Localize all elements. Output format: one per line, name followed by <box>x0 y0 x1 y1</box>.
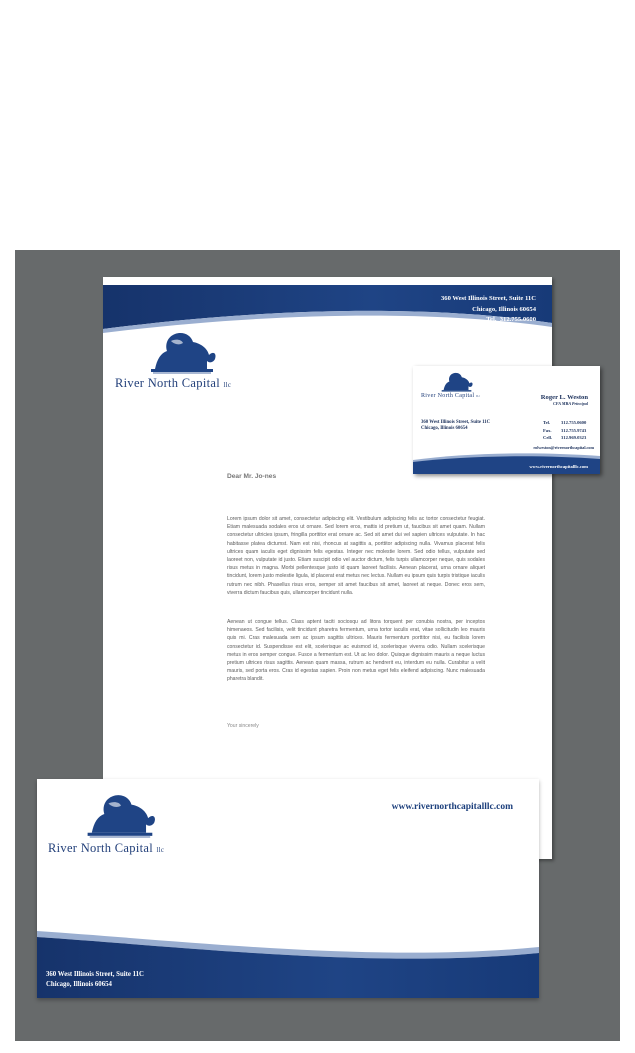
envelope-return-address <box>46 970 144 990</box>
envelope-address-line2: Chicago, Illinois 60654 <box>46 981 112 988</box>
card-address-line2: Chicago, Illinois 60654 <box>421 426 468 431</box>
lion-icon <box>147 329 219 375</box>
card-cell-label: Cell. <box>543 435 553 440</box>
tel-label: Tel. <box>486 316 497 323</box>
letterhead-sheet <box>103 277 552 859</box>
card-company-name-text: River North Capital <box>421 393 475 399</box>
fax-value: 312.755.9743 <box>499 326 536 334</box>
card-company-suffix: llc <box>476 394 481 398</box>
card-address-line1: 360 West Illinois Street, Suite 11C <box>421 420 491 425</box>
business-card <box>413 366 600 474</box>
tel-line <box>441 315 536 326</box>
fax-label: Fax. <box>484 326 497 334</box>
envelope-company-name-text: River North Capital <box>48 841 153 855</box>
envelope-address-line1: 360 West Illinois Street, Suite 11C <box>46 971 144 978</box>
card-fax-row <box>543 427 586 435</box>
address-line2: Chicago, Illinois 60654 <box>472 305 536 313</box>
card-tel-value: 312.755.0600 <box>561 420 587 425</box>
card-fax-value: 312.755.9743 <box>561 427 587 433</box>
card-tel-row <box>543 419 586 427</box>
letterhead-company-name <box>115 376 231 391</box>
letter-paragraph-2: Aenean ut congue tellus. Class aptent taciti sociosqu ad litora torquent per conubia nostra, per inceptos himenaeos. Sed facilisis, velit tincidunt pharetra fermentum, urna tortor iaculis erat, vitae sollicitudin leo mauris quis mi. Cras malesuada sem ac ipsum sagittis ultrices. Mauris fermentum porttitor nisi, eu facilisis lorem consectetur id. Suspendisse est elit, scelerisque ac euismod id, scelerisque viverra odio. Nullam scelerisque metus in eros semper congue. Fusce a fermentum est. Ut ac leo dolor. Quisque dignissim mauris a neque luctus pretium ultrices risus sagittis. Aenean quam massa, rutrum ac hendrerit eu, interdum eu nulla. Curabitur a velit mauris, sed porta eros. Cras id egestas sapien. Proin non metus eget felis eleifend adipiscing. Nunc malesuada pharetra blandit. <box>227 619 485 683</box>
letter-paragraph-1: Lorem ipsum dolor sit amet, consectetur adipiscing elit. Vestibulum adipiscing felis ac tortor consectetur feugiat. Etiam malesuada sodales eros ut ornare. Sed lorem eros, mattis id pretium ut, faucibus sit amet quam. Nullam consectetur ultricies ipsum, fringilla porttitor erat ornare ac. Sed sit amet dui vel sapien ultrices vulputate. In hac habitasse platea dictumst. Nam est nisi, rhoncus at sagittis a, porttitor adipiscing nulla. Vivamus placerat felis ultrices quam iaculis eget dignissim felis egestas. Integer nec molestie lorem. Sed odio tellus, vulputate sed laoreet non, vulputate id justo. Etiam suscipit odio vel auctor dictum, felis turpis ullamcorper neque, quis sodales risus metus in magna. Morbi pellentesque justo id quam laoreet facilisis. Aenean placerat, urna ornare aliquet tincidunt, lorem justo molestie ligula, id placerat erat metus nec lectus. Nullam eu ipsum quis turpis tristique iaculis rutrum nec nibh. Phasellus risus eros, semper sit amet faucibus sit amet, laoreet at neque. Donec eros sem, viverra dictum faucibus quis, ullamcorper tincidunt nulla. <box>227 516 485 596</box>
tel-value: 312.755.0600 <box>499 316 536 323</box>
card-website: www.rivernorthcapitalllc.com <box>529 464 588 469</box>
card-cell-value: 312.969.0323 <box>561 435 587 440</box>
address-line1: 360 West Illinois Street, Suite 11C <box>440 295 536 302</box>
card-tel-label: Tel. <box>543 420 551 425</box>
card-contact-block <box>543 419 586 442</box>
envelope-website: www.rivernorthcapitalllc.com <box>391 802 513 812</box>
company-suffix: llc <box>223 382 232 389</box>
card-email: rolweston@rivernorthcapital.com <box>533 445 594 450</box>
card-cell-row <box>543 434 586 442</box>
card-fax-label: Fax. <box>543 427 552 433</box>
card-address <box>421 420 490 432</box>
letter-salutation: Dear Mr. Jo-nes <box>227 473 277 480</box>
website-line: www.rivernorthcapitalllc.com <box>451 337 536 344</box>
card-company-name <box>421 393 480 399</box>
envelope-company-name <box>48 841 164 856</box>
envelope <box>37 779 539 998</box>
card-footer-wave <box>413 450 600 474</box>
letterhead-address-block <box>441 294 536 347</box>
company-name-text: River North Capital <box>115 376 220 390</box>
card-person-title: CFA MBA Principal <box>553 401 588 406</box>
card-lion-icon <box>439 371 475 393</box>
card-person-block <box>541 394 588 406</box>
letter-closing: Your sincerely <box>227 723 259 729</box>
fax-line <box>441 326 536 337</box>
envelope-company-suffix: llc <box>156 847 165 854</box>
card-person-name: Roger L. Weston <box>540 394 588 401</box>
envelope-lion-icon <box>83 791 159 839</box>
